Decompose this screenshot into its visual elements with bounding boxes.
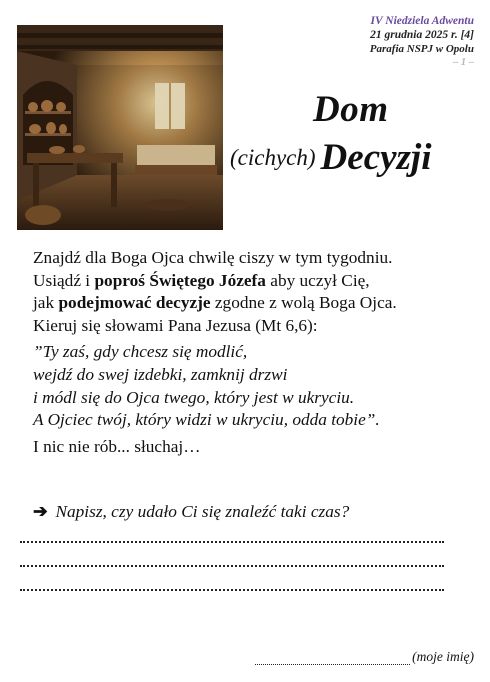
quote-line: ”Ty zaś, gdy chcesz się modlić, — [33, 342, 248, 362]
quote-line: i módl się do Ojca twego, który jest w ukryciu. — [33, 387, 355, 407]
body-line-3-bold: podejmować decyzje — [58, 293, 211, 313]
title-decyzji: Decyzji — [320, 137, 432, 178]
answer-line[interactable] — [20, 589, 444, 591]
body-line-2-post: aby uczył Cię, — [265, 270, 370, 290]
answer-line[interactable] — [20, 541, 444, 543]
body-line-2-bold: poproś Świętego Józefa — [94, 270, 266, 290]
body-line-1: Znajdź dla Boga Ojca chwilę ciszy w tym tygodniu. — [33, 248, 393, 267]
signature-line[interactable] — [255, 654, 410, 665]
rustic-room-image — [17, 25, 223, 230]
bulletin-header — [370, 14, 474, 70]
body-line-3-pre: jak — [33, 293, 59, 313]
listen-line: I nic nie rób... słuchaj… — [33, 436, 201, 456]
body-line-2 — [33, 270, 478, 293]
task-question — [33, 502, 349, 522]
quote-line: A Ojciec twój, który widzi w ukryciu, odda tobie”. — [33, 410, 380, 430]
task-question-text: Napisz, czy udało Ci się znaleźć taki czas? — [55, 502, 350, 521]
body-text — [33, 247, 478, 458]
title-line-2 — [230, 136, 432, 179]
title-dom: Dom — [313, 89, 389, 130]
scripture-quote — [33, 341, 478, 431]
parish-name: Parafia NSPJ w Opolu — [369, 43, 474, 55]
title-cichych: (cichych) — [230, 145, 316, 170]
bulletin-date: 21 grudnia 2025 r. [4] — [370, 29, 474, 41]
body-line-2-pre: Usiądź i — [33, 270, 95, 290]
arrow-right-icon: ➔ — [33, 502, 48, 521]
answer-line[interactable] — [20, 565, 444, 567]
sunday-name: IV Niedziela Adwentu — [370, 15, 474, 27]
quote-line: wejdź do swej izdebki, zamknij drzwi — [33, 364, 288, 384]
body-line-4: Kieruj się słowami Pana Jezusa (Mt 6,6): — [33, 315, 318, 335]
body-line-3 — [33, 292, 478, 315]
page-number: – 1 – — [453, 57, 474, 68]
body-line-3-post: zgodne z wolą Boga Ojca. — [210, 293, 397, 313]
signature-label: (moje imię) — [412, 649, 474, 664]
signature — [255, 649, 474, 665]
